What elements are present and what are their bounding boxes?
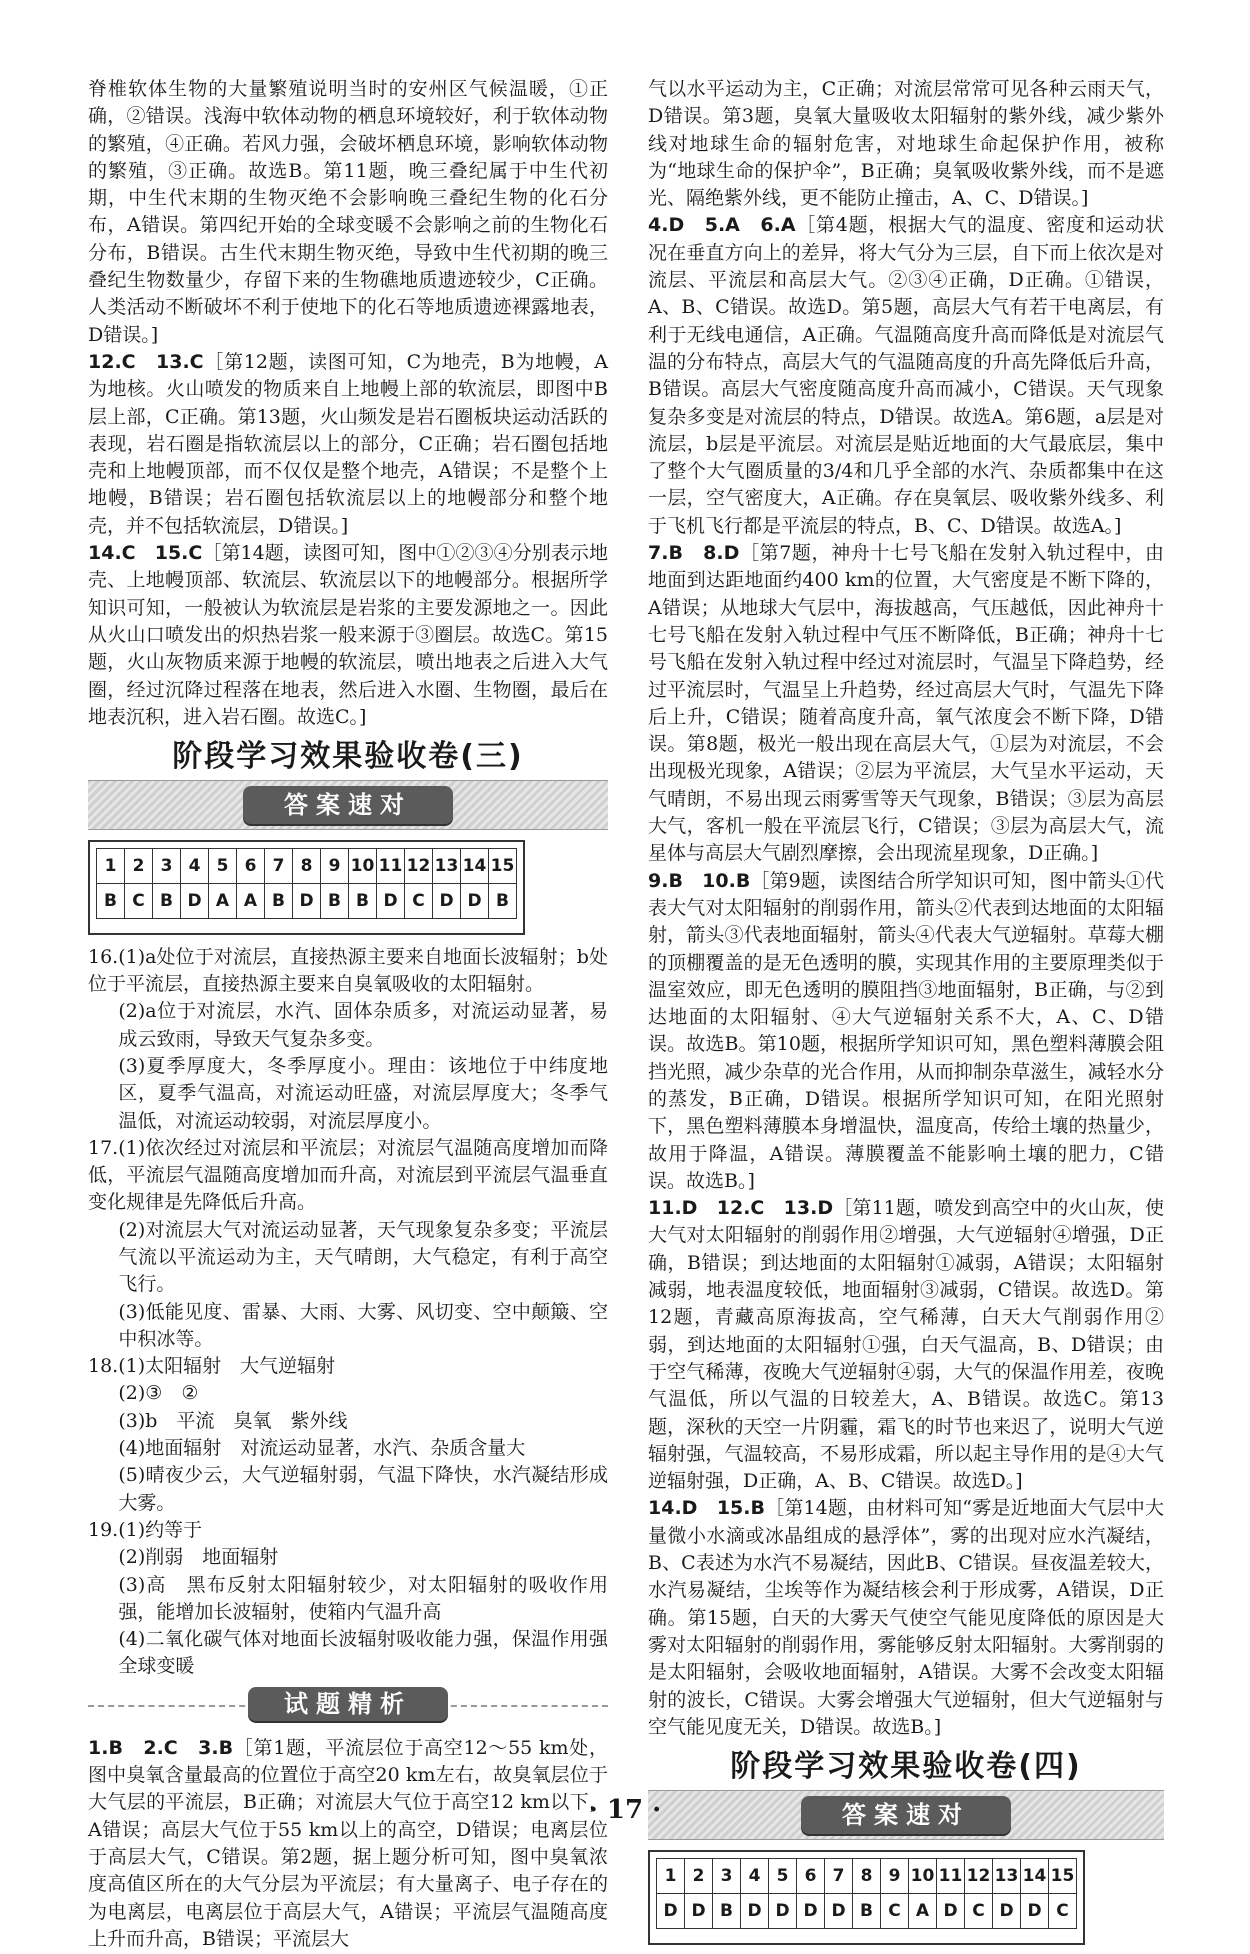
question-number: 4.D 5.A 6.A xyxy=(648,214,796,237)
question-number-cell: 15 xyxy=(489,849,517,884)
answer-cell: D xyxy=(797,1894,825,1929)
question-number-cell: 3 xyxy=(153,849,181,884)
question-number: 7.B 8.D xyxy=(648,542,740,565)
question-number-cell: 6 xyxy=(237,849,265,884)
answer-cell: D xyxy=(293,884,321,919)
question-number-cell: 7 xyxy=(825,1859,853,1894)
q18-line: (2)③ ② xyxy=(118,1382,199,1405)
left-column xyxy=(88,76,628,1953)
analysis-text: ［第14题，读图可知，图中①②③④分别表示地壳、上地幔顶部、软流层、软流层以下的地幔部分。根据所学知识可知，一般被认为软流层是岩浆的主要发源地之一。因此从火山口喷发出的炽热岩浆一般来源于③圈层。故选C。第15题，火山灰物质来源于地幔的软流层，喷出地表之后进入大气圈，经过沉降过程落在地表，然后进入水圈、生物圈，最后在地表沉积，进入岩石圈。故选C。] xyxy=(88,542,608,728)
analysis-text: ［第14题，由材料可知“雾是近地面大气层中大量微小水滴或冰晶组成的悬浮体”，雾的出现对应水汽凝结，B、C表述为水汽不易凝结，因此B、C错误。昼夜温差较大，水汽易凝结，尘埃等作为凝结核会利于形成雾，A错误，D正确。第15题，白天的大雾天气使空气能见度降低的原因是大雾对太阳辐射的削弱作用，雾能够反射太阳辐射。大雾削弱的是太阳辐射，会吸收地面辐射，A错误。大雾不会改变太阳辐射的波长，C错误。大雾会增强大气逆辐射，但大气逆辐射与空气能见度无关，D错误。故选B。] xyxy=(648,1497,1164,1738)
answer-cell: C xyxy=(405,884,433,919)
answer-cell: C xyxy=(965,1894,993,1929)
section-title: 阶段学习效果验收卷(四) xyxy=(730,1749,1082,1785)
answer-cell: B xyxy=(853,1894,881,1929)
answer-cell: D xyxy=(769,1894,797,1929)
answer-cell: A xyxy=(209,884,237,919)
answer-cell: A xyxy=(909,1894,937,1929)
analysis-text: ［第9题，读图结合所学知识可知，图中箭头①代表大气对太阳辐射的削弱作用，箭头②代表到达地面的太阳辐射，箭头③代表地面辐射，箭头④代表大气逆辐射。草莓大棚的顶棚覆盖的是无色透明的膜，实现其作用的主要原理类似于温室效应，即无色透明的膜阻挡③地面辐射，B正确，与②到达地面的太阳辐射、④大气逆辐射关系不大，A、C、D错误。故选B。第10题，根据所学知识可知，黑色塑料薄膜会阻挡光照，减少杂草的光合作用，从而抑制杂草滋生，减轻水分的蒸发，B正确，D错误。根据所学知识可知，在阳光照射下，黑色塑料薄膜本身增温快，温度高，传给土壤的热量少，故用于降温，A错误。薄膜覆盖不能影响土壤的肥力，C错误。故选B。] xyxy=(648,869,1165,1192)
q19-line: (2)削弱 地面辐射 xyxy=(118,1546,279,1569)
q18-line: (3)b 平流 臭氧 紫外线 xyxy=(118,1409,348,1432)
analysis-text: ［第12题，读图可知，C为地壳，B为地幔，A为地核。火山喷发的物质来自上地幔上部的软流层，即图中B层上部，C正确。第13题，火山频发是岩石圈板块运动活跃的表现，岩石圈是指软流层以上的部分，C正确；岩石圈包括地壳和上地幔顶部，而不仅仅是整个地壳，A错误；不是整个上地幔，B错误；岩石圈包括软流层以上的地幔部分和整个地壳，并不包括软流层，D错误。] xyxy=(88,350,608,537)
answer-cell: B xyxy=(321,884,349,919)
answer-table-box xyxy=(648,1850,1085,1945)
question-number-cell: 9 xyxy=(881,1859,909,1894)
question-number: 12.C 13.C xyxy=(88,350,204,373)
answer-paragraph xyxy=(88,540,608,731)
q17-line: (3)低能见度、雷暴、大雨、大雾、风切变、空中颠簸、空中积冰等。 xyxy=(118,1300,608,1350)
answer-banner xyxy=(88,780,608,830)
question-number: 14.C 15.C xyxy=(88,542,203,565)
question-number-cell: 5 xyxy=(769,1859,797,1894)
q19-line: (3)高 黑布反射太阳辐射较少，对太阳辐射的吸收作用强，能增加长波辐射，使箱内气温升高 xyxy=(118,1573,608,1623)
answer-paragraph xyxy=(648,540,1164,868)
banner-label: 试题精析 xyxy=(248,1687,448,1721)
question-number-cell: 11 xyxy=(937,1859,965,1894)
question-number-cell: 9 xyxy=(321,849,349,884)
analysis-text: ［第7题，神舟十七号飞船在发射入轨过程中，由地面到达距地面约400 km的位置，大气密度是不断下降的，A错误；从地球大气层中，海拔越高，气压越低，因此神舟十七号飞船在发射入轨过程中气压不断降低，B正确；神舟十七号飞船在发射入轨过程中经过对流层时，气温呈下降趋势，经过平流层时，气温呈上升趋势，经过高层大气时，气温先下降后上升，C错误；随着高度升高，氧气浓度会不断下降，D错误。第8题，极光一般出现在高层大气，①层为对流层，不会出现极光现象，A错误；②层为平流层，大气呈水平运动，天气晴朗，不易出现云雨雾雪等天气现象，B错误；③层为高层大气，客机一般在平流层飞行，C错误；③层为高层大气，流星体与高层大气剧烈摩擦，会出现流星现象，D正确。] xyxy=(648,542,1164,865)
answer-cell: D xyxy=(825,1894,853,1929)
answer-paragraph xyxy=(648,868,1164,1196)
question-number-cell: 7 xyxy=(265,849,293,884)
section-title: 阶段学习效果验收卷(三) xyxy=(172,739,524,775)
answer-cell: D xyxy=(433,884,461,919)
question-number-cell: 8 xyxy=(853,1859,881,1894)
answer-paragraph: 脊椎软体生物的大量繁殖说明当时的安州区气候温暖，①正确，②错误。浅海中软体动物的栖息环境较好，利于软体动物的繁殖，④正确。若风力强，会破坏栖息环境，影响软体动物的繁殖，③正确。故选B。第11题，晚三叠纪属于中生代初期，中生代末期的生物灭绝不会影响晚三叠纪生物的化石分布，A错误。第四纪开始的全球变暖不会影响之前的生物化石分布，B错误。古生代末期生物灭绝，导致中生代初期的晚三叠纪生物数量少，存留下来的生物礁地质遗迹较少，C正确。人类活动不断破坏不利于使地下的化石等地质遗迹裸露地表，D错误。] xyxy=(88,78,608,346)
answer-table xyxy=(656,1858,1077,1929)
question-number-cell: 4 xyxy=(741,1859,769,1894)
answer-cell: B xyxy=(713,1894,741,1929)
answer-paragraph xyxy=(648,212,1164,540)
question-number: 14.D 15.B xyxy=(648,1497,765,1520)
question-number-cell: 13 xyxy=(433,849,461,884)
question-number-cell: 12 xyxy=(965,1859,993,1894)
q17-line: (2)对流层大气对流运动显著，天气现象复杂多变；平流层气流以平流运动为主，天气晴朗，大气稳定，有利于高空飞行。 xyxy=(118,1218,608,1296)
question-number-cell: 11 xyxy=(377,849,405,884)
answer-cell: C xyxy=(1049,1894,1077,1929)
q17-line: 17.(1)依次经过对流层和平流层；对流层气温随高度增加而降低，平流层气温随高度增加而升高，对流层到平流层气温垂直变化规律是先降低后升高。 xyxy=(88,1136,608,1214)
answer-cell: B xyxy=(349,884,377,919)
answer-cell: C xyxy=(125,884,153,919)
question-number-cell: 2 xyxy=(125,849,153,884)
answer-cell: D xyxy=(937,1894,965,1929)
page-number: · 17 · xyxy=(588,1795,662,1825)
question-number-cell: 14 xyxy=(1021,1859,1049,1894)
question-number-cell: 8 xyxy=(293,849,321,884)
question-number-cell: 3 xyxy=(713,1859,741,1894)
question-number: 1.B 2.C 3.B xyxy=(88,1736,234,1759)
analysis-text: ［第1题，平流层位于高空12～55 km处，图中臭氧含量最高的位置位于高空20 km左右，故臭氧层位于大气层的平流层，B正确；对流层大气位于高空12 km以下，A错误；高层大气位于55 km以上的高空，D错误；电离层位于高层大气，C错误。第2题，据上题分析可知，图中臭氧浓度高值区所在的大气分层为平流层；有大量离子、电子存在的为电离层，电离层位于高层大气，A错误；平流层气温随高度上升而升高，B错误；平流层大 xyxy=(88,1736,608,1950)
right-column xyxy=(648,76,1164,1954)
analysis-text: ［第4题，根据大气的温度、密度和运动状况在垂直方向上的差异，将大气分为三层，自下而上依次是对流层、平流层和高层大气。②③④正确，D正确。①错误，A、B、C错误。故选D。第5题，高层大气有若干电离层，有利于无线电通信，A正确。气温随高度升高而降低是对流层气温的分布特点，高层大气的气温随高度的升高先降低后升高，B错误。高层大气密度随高度升高而减小，C错误。天气现象复杂多变是对流层的特点，D错误。故选A。第6题，a层是对流层，b层是平流层。对流层是贴近地面的大气最底层，集中了整个大气圈质量的3/4和几乎全部的水汽、杂质都集中在这一层，空气密度大，A正确。存在臭氧层、吸收紫外线多、利于飞机飞行都是平流层的特点，B、C、D错误。故选A。] xyxy=(648,214,1164,537)
answer-cell: D xyxy=(1021,1894,1049,1929)
analysis-banner xyxy=(88,1685,608,1725)
q18-line: 18.(1)太阳辐射 大气逆辐射 xyxy=(88,1355,336,1378)
answer-cell: D xyxy=(741,1894,769,1929)
question-number-cell: 1 xyxy=(97,849,125,884)
analysis-text: ［第11题，喷发到高空中的火山灰，使大气对太阳辐射的削弱作用②增强，大气逆辐射④增强，D正确，B错误；到达地面的太阳辐射①减弱，A错误；太阳辐射减弱，地表温度较低，地面辐射③减弱，C错误。故选D。第12题，青藏高原海拔高，空气稀薄，白天大气削弱作用②弱，到达地面的太阳辐射①强，白天气温高，B、D错误；由于空气稀薄，夜晚大气逆辐射④弱，大气的保温作用差，夜晚气温低，所以气温的日较差大，A、B错误。故选C。第13题，深秋的天空一片阴霾，霜飞的时节也来迟了，说明大气逆辐射强，气温较高，不易形成霜，所以起主导作用的是④大气逆辐射强，D正确，A、B、C错误。故选D。] xyxy=(648,1197,1164,1493)
answer-cell: B xyxy=(265,884,293,919)
answer-cell: B xyxy=(153,884,181,919)
question-number-cell: 14 xyxy=(461,849,489,884)
q19-line: (4)二氧化碳气体对地面长波辐射吸收能力强，保温作用强 全球变暖 xyxy=(118,1628,628,1678)
banner-label: 答案速对 xyxy=(243,786,453,824)
question-number: 9.B 10.B xyxy=(648,869,751,892)
answer-cell: D xyxy=(993,1894,1021,1929)
question-number-cell: 12 xyxy=(405,849,433,884)
question-number-cell: 6 xyxy=(797,1859,825,1894)
question-number: 11.D 12.C 13.D xyxy=(648,1197,834,1220)
q16-line: (3)夏季厚度大，冬季厚度小。理由：该地位于中纬度地区，夏季气温高，对流运动旺盛，对流层厚度大；冬季气温低，对流运动较弱，对流层厚度小。 xyxy=(118,1054,608,1132)
q18-line: (4)地面辐射 对流运动显著，水汽、杂质含量大 xyxy=(118,1437,526,1460)
answer-cell: D xyxy=(181,884,209,919)
answer-cell: B xyxy=(97,884,125,919)
question-number-cell: 2 xyxy=(685,1859,713,1894)
question-number-cell: 5 xyxy=(209,849,237,884)
question-number-cell: 4 xyxy=(181,849,209,884)
q16-line: (2)a位于对流层，水汽、固体杂质多，对流运动显著，易成云致雨，导致天气复杂多变。 xyxy=(118,1000,608,1050)
question-number-cell: 10 xyxy=(909,1859,937,1894)
answer-cell: B xyxy=(489,884,517,919)
question-number-cell: 10 xyxy=(349,849,377,884)
q18-line: (5)晴夜少云，大气逆辐射弱，气温下降快，水汽凝结形成大雾。 xyxy=(118,1464,608,1514)
question-number-cell: 13 xyxy=(993,1859,1021,1894)
answer-cell: C xyxy=(881,1894,909,1929)
answer-cell: D xyxy=(685,1894,713,1929)
answer-paragraph xyxy=(88,1735,608,1953)
question-number-cell: 1 xyxy=(657,1859,685,1894)
banner-label: 答案速对 xyxy=(801,1796,1011,1834)
answer-cell: A xyxy=(237,884,265,919)
q16-line: 16.(1)a处位于对流层，直接热源主要来自地面长波辐射；b处位于平流层，直接热源主要来自臭氧吸收的太阳辐射。 xyxy=(88,945,608,996)
q19-line: 19.(1)约等于 xyxy=(88,1518,203,1541)
answer-cell: D xyxy=(657,1894,685,1929)
answer-table-box xyxy=(88,840,525,935)
answer-paragraph: 气以水平运动为主，C正确；对流层常常可见各种云雨天气，D错误。第3题，臭氧大量吸收太阳辐射的紫外线，减少紫外线对地球生命的辐射危害，对地球生命起保护作用，被称为“地球生命的保护伞”，B正确；臭氧吸收紫外线，而不是遮光、隔绝紫外线，更不能防止撞击，A、C、D错误。] xyxy=(648,78,1164,210)
answer-cell: D xyxy=(461,884,489,919)
answer-paragraph xyxy=(648,1195,1164,1495)
question-number-cell: 15 xyxy=(1049,1859,1077,1894)
answer-table xyxy=(96,848,517,919)
answer-cell: D xyxy=(377,884,405,919)
answer-paragraph xyxy=(88,349,608,540)
answer-paragraph xyxy=(648,1495,1164,1741)
